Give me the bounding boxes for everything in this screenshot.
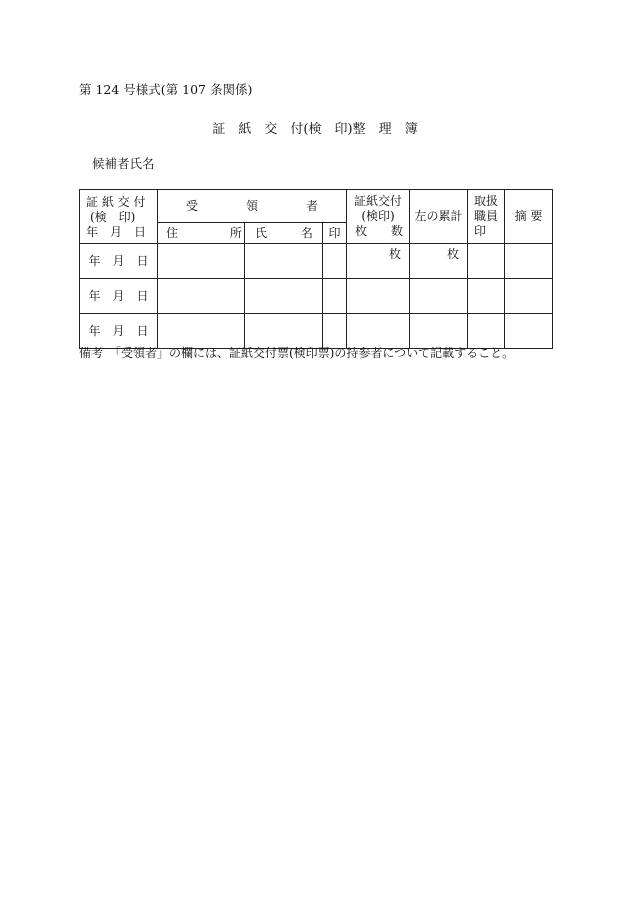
- table-row: [80, 244, 553, 279]
- candidate-name-label: 候補者氏名: [92, 156, 155, 171]
- header-date-line-3: 年 月 日: [86, 225, 147, 239]
- subheader-seal: 印: [323, 223, 347, 244]
- table-row: [80, 279, 553, 314]
- row-remarks[interactable]: [505, 279, 553, 314]
- row-count[interactable]: [347, 279, 410, 314]
- row-name[interactable]: [245, 244, 323, 279]
- row-date: 年 月 日: [80, 314, 158, 349]
- row-address[interactable]: [158, 244, 245, 279]
- subheader-address-1: 住: [166, 225, 179, 240]
- form-number: 第 124 号様式(第 107 条関係): [79, 82, 253, 97]
- row-cumulative[interactable]: [410, 279, 468, 314]
- subheader-address-2: 所: [229, 225, 242, 240]
- header-handler-cell: [468, 190, 505, 244]
- row-seal[interactable]: [323, 279, 347, 314]
- row-date: 年 月 日: [80, 244, 158, 279]
- subheader-name: [245, 223, 323, 244]
- row-handler[interactable]: [468, 244, 505, 279]
- header-cumulative: 左の累計: [410, 190, 468, 244]
- header-recipient: 受 領 者: [158, 190, 347, 223]
- header-stamps-line-2: (検印): [361, 209, 395, 223]
- row-remarks[interactable]: [505, 244, 553, 279]
- header-handler-line-3: 印: [474, 224, 487, 238]
- subheader-name-2: 名: [300, 225, 313, 240]
- header-stamps-line-1: 証紙交付: [354, 194, 403, 208]
- subheader-name-1: 氏: [255, 225, 268, 240]
- header-date-cell: [80, 190, 158, 244]
- header-row: [80, 190, 553, 223]
- row-date: 年 月 日: [80, 279, 158, 314]
- row-address[interactable]: [158, 279, 245, 314]
- row-cumulative[interactable]: 枚: [410, 244, 468, 279]
- header-stamps-line-3: 枚 数: [355, 224, 404, 238]
- ledger-table: [79, 189, 553, 349]
- header-handler-line-1: 取扱: [474, 194, 499, 208]
- header-handler-line-2: 職員: [474, 209, 499, 223]
- header-remarks: 摘 要: [505, 190, 553, 244]
- remarks-note: 備考 「受領者」の欄には、証紙交付票(検印票)の持参者について記載すること。: [79, 346, 515, 360]
- subheader-address: [158, 223, 245, 244]
- row-name[interactable]: [245, 279, 323, 314]
- header-date-line-2: (検 印): [90, 210, 136, 224]
- row-handler[interactable]: [468, 279, 505, 314]
- form-title: 証 紙 交 付(検 印)整 理 簿: [212, 122, 418, 137]
- row-seal[interactable]: [323, 244, 347, 279]
- row-count[interactable]: 枚: [347, 244, 410, 279]
- header-date-line-1: 証 紙 交 付: [86, 195, 146, 209]
- header-stamps-cell: [347, 190, 410, 244]
